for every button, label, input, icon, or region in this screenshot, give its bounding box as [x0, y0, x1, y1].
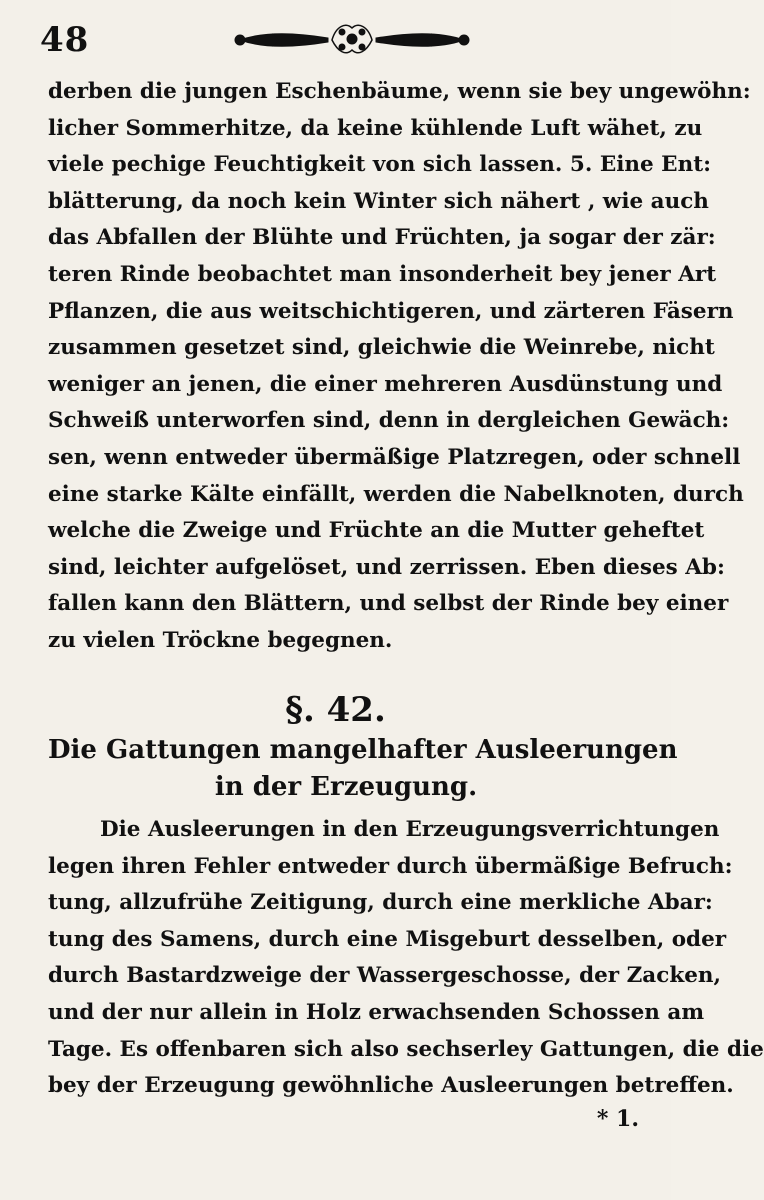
page-header [40, 14, 640, 62]
heading-line: in der Erzeugung. [214, 772, 478, 802]
text-line: tung, allzufrühe Zeitigung, durch eine merkliche Abar: [48, 890, 713, 916]
section-heading [48, 732, 678, 806]
text-line: teren Rinde beobachtet man insonderheit bey jener Art [48, 261, 717, 287]
text-line: licher Sommerhitze, da keine kühlende Luft wähet, zu [48, 115, 703, 141]
page-number: 48 [40, 20, 90, 60]
text-line: und der nur allein in Holz erwachsenden Schossen am [48, 999, 705, 1025]
text-line: das Abfallen der Blühte und Früchten, ja sogar der zär: [48, 225, 716, 251]
section-number: §. 42. [285, 690, 386, 730]
fleuron-ornament-icon [232, 18, 472, 62]
text-line: Schweiß unterworfen sind, denn in dergleichen Gewäch: [48, 408, 730, 434]
text-line: zusammen gesetzet sind, gleichwie die Weinrebe, nicht [48, 335, 715, 361]
text-line: blätterung, da noch kein Winter sich nähert , wie auch [48, 188, 709, 214]
paragraph-1 [48, 74, 751, 660]
paragraph-2 [48, 812, 764, 1105]
text-line: bey der Erzeugung gewöhnliche Ausleerungen betreffen. [48, 1073, 734, 1099]
heading-line: Die Gattungen mangelhafter Ausleerungen [48, 735, 678, 765]
text-line: sind, leichter aufgelöset, und zerrissen. Eben dieses Ab: [48, 554, 725, 580]
text-line: zu vielen Tröckne begegnen. [48, 627, 393, 653]
text-line: Die Ausleerungen in den Erzeugungsverrichtungen [100, 817, 720, 842]
text-line: derben die jungen Eschenbäume, wenn sie bey ungewöhn: [48, 79, 751, 104]
text-line: fallen kann den Blättern, und selbst der Rinde bey einer [48, 591, 729, 617]
text-line: durch Bastardzweige der Wassergeschosse, der Zacken, [48, 963, 722, 989]
text-line: Tage. Es offenbaren sich also sechserley Gattungen, die die [48, 1036, 764, 1062]
signature-mark: * 1. [596, 1106, 639, 1132]
text-line: eine starke Kälte einfällt, werden die Nabelknoten, durch [48, 481, 744, 507]
text-line: weniger an jenen, die einer mehreren Ausdünstung und [48, 371, 723, 397]
text-line: welche die Zweige und Früchte an die Mutter geheftet [48, 518, 705, 544]
text-line: viele pechige Feuchtigkeit von sich lassen. 5. Eine Ent: [48, 152, 712, 178]
text-line: Pflanzen, die aus weitschichtigeren, und zärteren Fäsern [48, 298, 734, 324]
text-line: sen, wenn entweder übermäßige Platzregen, oder schnell [48, 444, 741, 470]
text-line: legen ihren Fehler entweder durch übermäßige Befruch: [48, 853, 733, 879]
text-line: tung des Samens, durch eine Misgeburt desselben, oder [48, 926, 727, 952]
